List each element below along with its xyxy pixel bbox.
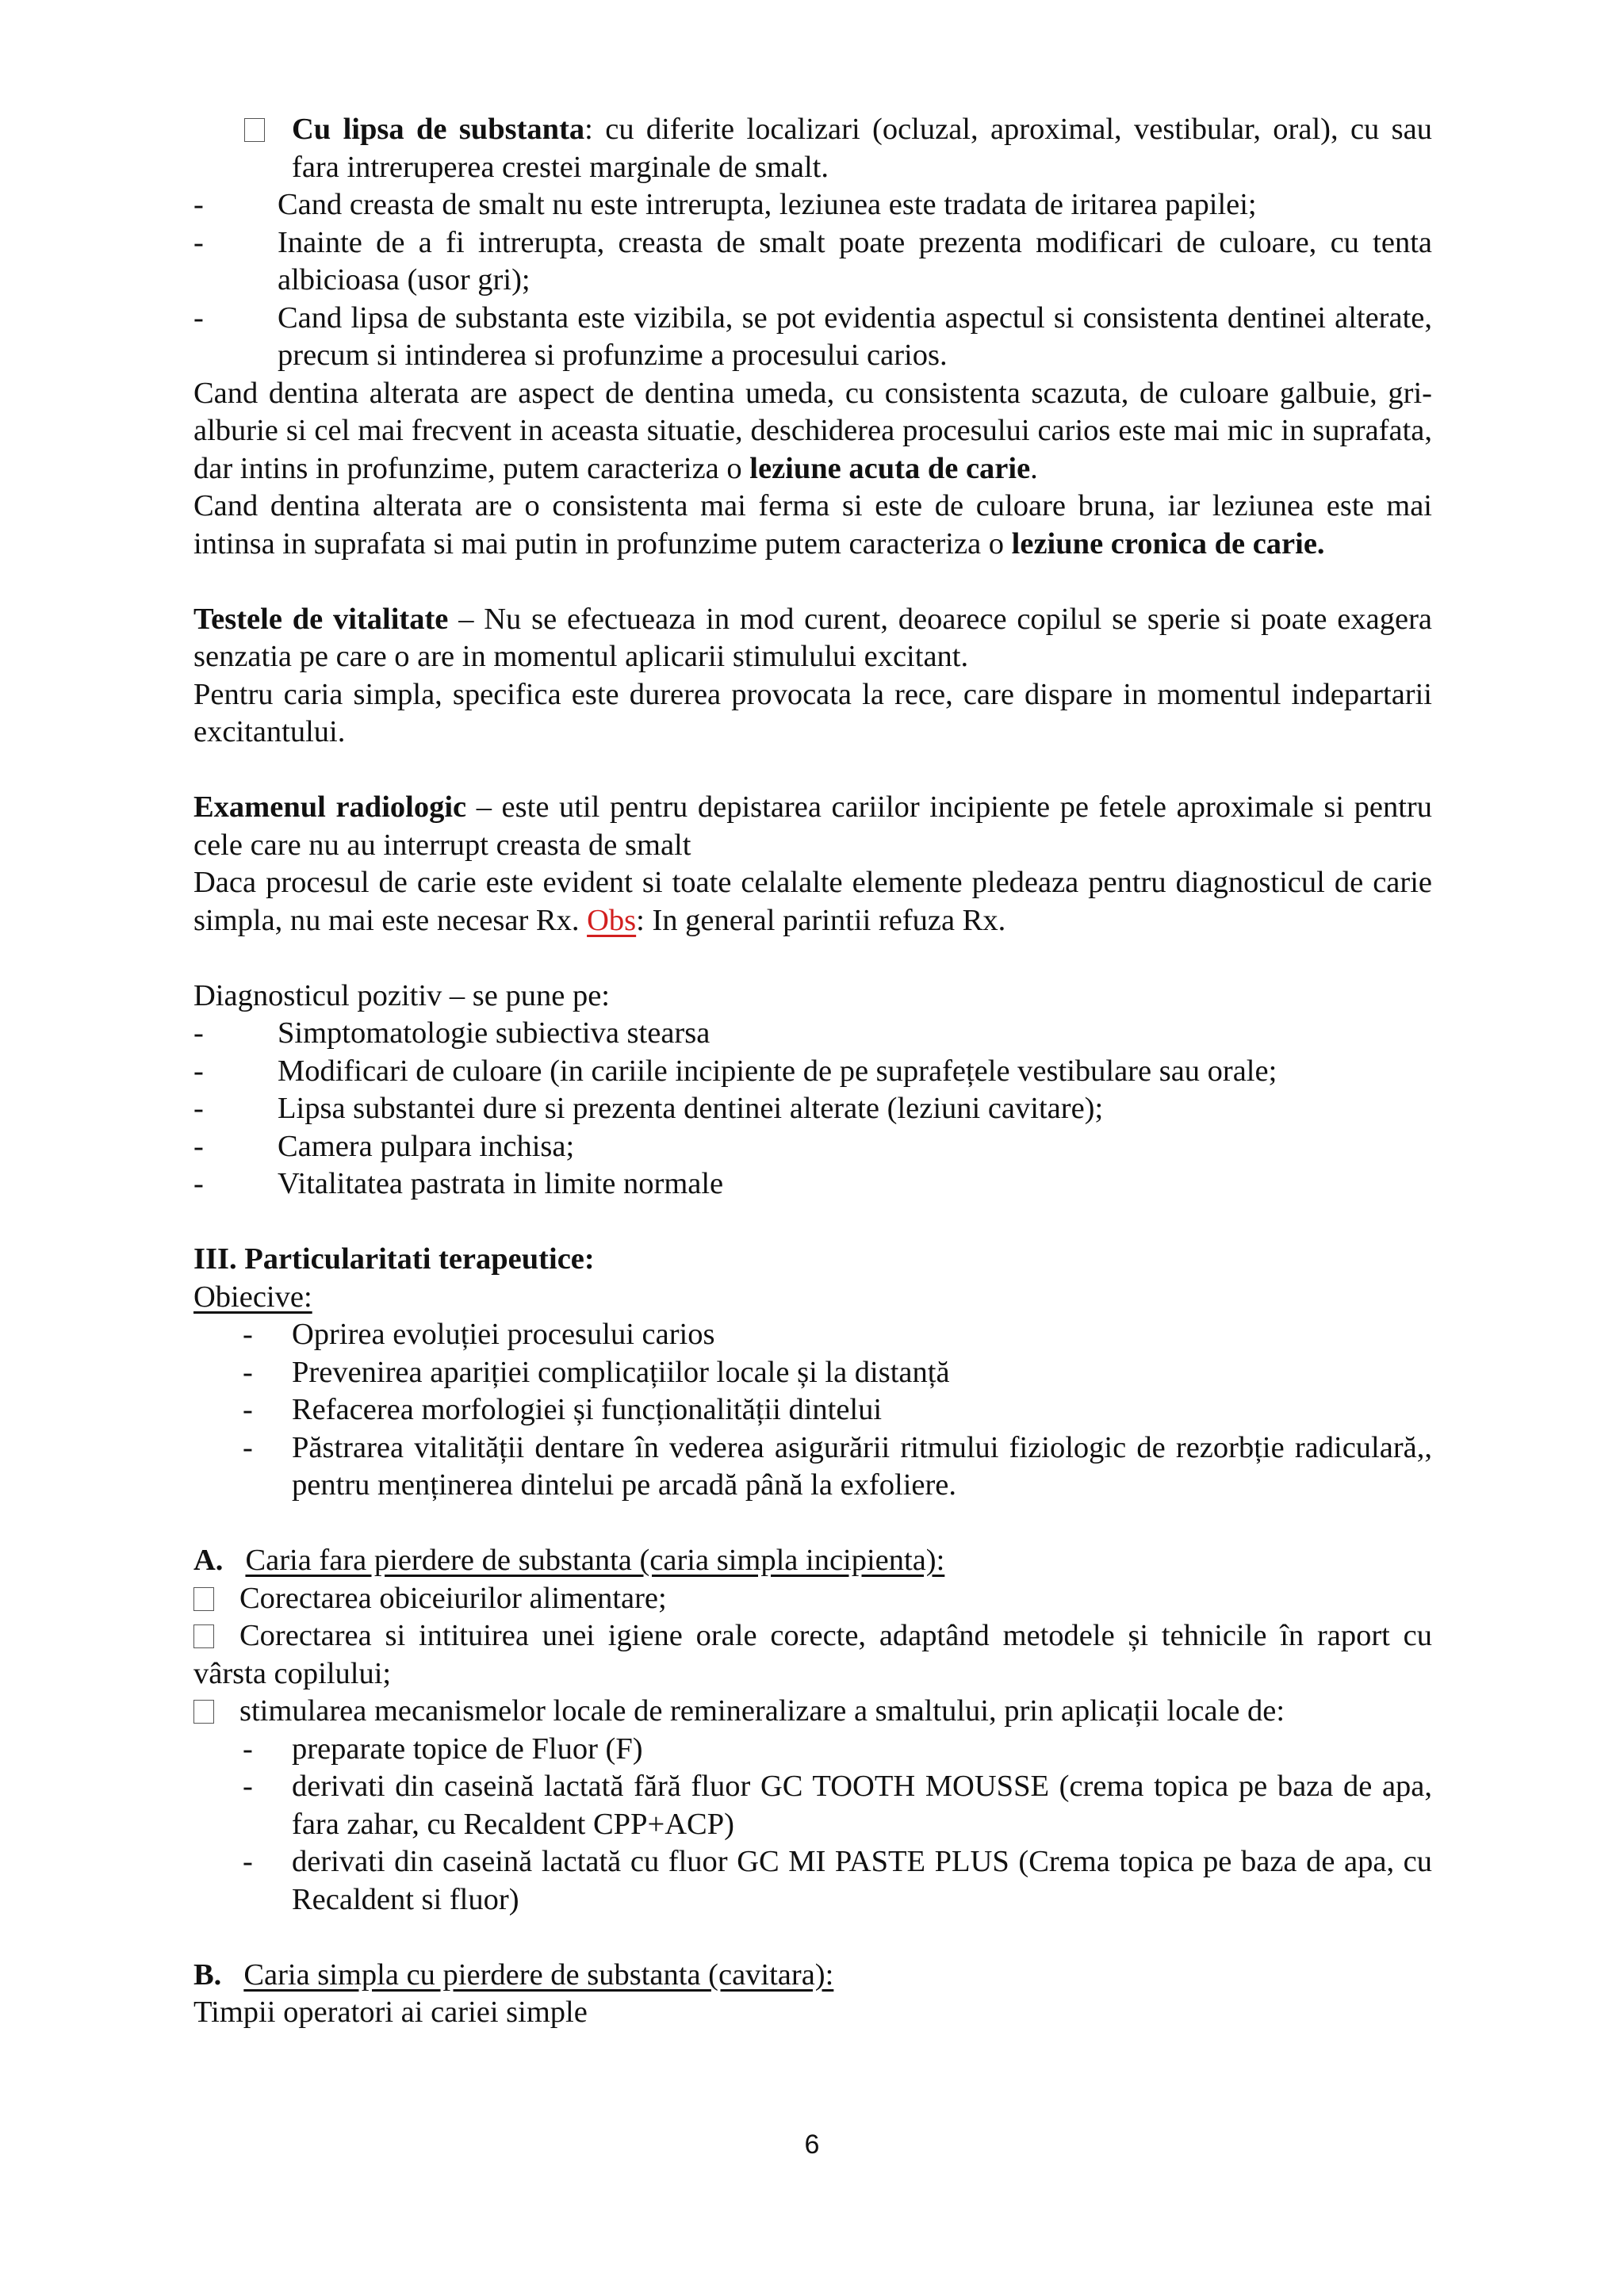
objective-item-4: - Păstrarea vitalității dentare în vederea asigurării ritmului fiziologic de rezorbție radiculară,, pentru menținerea dintelui pe arcadă până la exfoliere. [243, 1430, 1432, 1502]
section-a-sub-1: - preparate topice de Fluor (F) [243, 1732, 643, 1766]
diagnosis-item-4: - Camera pulpara inchisa; [193, 1129, 575, 1163]
dash-item-3: - Cand lipsa de substanta este vizibila, se pot evidentia aspectul si consistenta dentinei alterate, precum si intinderea si profunzime a procesului carios. [193, 300, 1432, 372]
intro-bullet-text: : cu diferite localizari (ocluzal, aproximal, vestibular, oral), cu sau fara intreruperea crestei marginale de smalt. [292, 113, 1432, 184]
diagnosis-item-3: - Lipsa substantei dure si prezenta dentinei alterate (leziuni cavitare); [193, 1092, 1104, 1125]
diagnosis-item-1: - Simptomatologie subiectiva stearsa [193, 1016, 710, 1050]
page-number: 6 [804, 2130, 820, 2160]
vitality-paragraph-2: Pentru caria simpla, specifica este durerea provocata la rece, care dispare in momentul indepartarii excitantului. [193, 677, 1432, 748]
dash-item-1: - Cand creasta de smalt nu este intrerupta, leziunea este tradata de iritarea papilei; [193, 188, 1257, 221]
section-a-bullet-3: stimularea mecanismelor locale de remineralizare a smaltului, prin aplicații locale de: [193, 1693, 1432, 1731]
objectives-label: Obiecive: [193, 1280, 312, 1314]
dash-item-2: - Inainte de a fi intrerupta, creasta de smalt poate prezenta modificari de culoare, cu tenta albicioasa (usor gri); [193, 225, 1432, 297]
bullet-box-icon [193, 1624, 214, 1648]
objective-item-1: - Oprirea evoluției procesului carios [243, 1318, 715, 1351]
therapy-title: III. Particularitati terapeutice: [193, 1242, 595, 1276]
section-a-sub-3: - derivati din caseină lactată cu fluor GC MI PASTE PLUS (Crema topica pe baza de apa, cu Recaldent si fluor) [243, 1845, 1432, 1916]
obs-link: Obs [587, 903, 637, 937]
section-a-bullet-1: Corectarea obiceiurilor alimentare; [193, 1580, 1432, 1618]
section-b-heading: B. Caria simpla cu pierdere de substanta (cavitara): [193, 1957, 834, 1992]
bullet-box-icon [193, 1700, 214, 1724]
intro-bullet [193, 111, 1432, 186]
objective-item-2: - Prevenirea apariției complicațiilor locale și la distanță [243, 1355, 950, 1389]
section-a-sub-2: - derivati din caseină lactată fără fluor GC TOOTH MOUSSE (crema topica pe baza de apa, fara zahar, cu Recaldent CPP+ACP) [243, 1770, 1432, 1841]
radiology-paragraph: Examenul radiologic – este util pentru depistarea cariilor incipiente pe fetele aproximale si pentru cele care nu au interrupt creasta de smalt [193, 790, 1432, 862]
diagnosis-item-5: - Vitalitatea pastrata in limite normale [193, 1167, 724, 1200]
section-b-subtitle: Timpii operatori ai cariei simple [193, 1996, 588, 2029]
acute-paragraph: Cand dentina alterata are aspect de dentina umeda, cu consistenta scazuta, de culoare galbuie, gri-alburie si cel mai frecvent in aceasta situatie, deschiderea procesului carios este mai mic in suprafata, dar intins in profunzime, putem caracteriza o leziune acuta de carie. [193, 376, 1432, 485]
section-a-bullet-2: Corectarea si intituirea unei igiene orale corecte, adaptând metodele și tehnicile în raport cu vârsta copilului; [193, 1619, 1432, 1690]
intro-bullet-bold: Cu lipsa de substanta [292, 113, 585, 146]
vitality-paragraph: Testele de vitalitate – Nu se efectueaza in mod curent, deoarece copilul se sperie si poate exagera senzatia pe care o are in momentul aplicarii stimulului excitant. [193, 602, 1432, 673]
document-page [193, 111, 1432, 2032]
chronic-paragraph: Cand dentina alterata are o consistenta mai ferma si este de culoare bruna, iar leziunea este mai intinsa in suprafata si mai putin in profunzime putem caracteriza o leziune cronica de carie. [193, 489, 1432, 561]
objective-item-3: - Refacerea morfologiei și funcționalității dintelui [243, 1393, 883, 1426]
radiology-paragraph-2: Daca procesul de carie este evident si toate celalalte elemente pledeaza pentru diagnosticul de carie simpla, nu mai este necesar Rx. Obs: In general parintii refuza Rx. [193, 866, 1432, 937]
diagnosis-item-2: - Modificari de culoare (in cariile incipiente de pe suprafețele vestibulare sau orale; [193, 1054, 1277, 1088]
bullet-box-icon [193, 1587, 214, 1611]
diagnosis-title: Diagnosticul pozitiv – se pune pe: [193, 978, 610, 1012]
bullet-box-icon [193, 111, 292, 149]
section-a-heading: A. Caria fara pierdere de substanta (caria simpla incipienta): [193, 1544, 945, 1577]
